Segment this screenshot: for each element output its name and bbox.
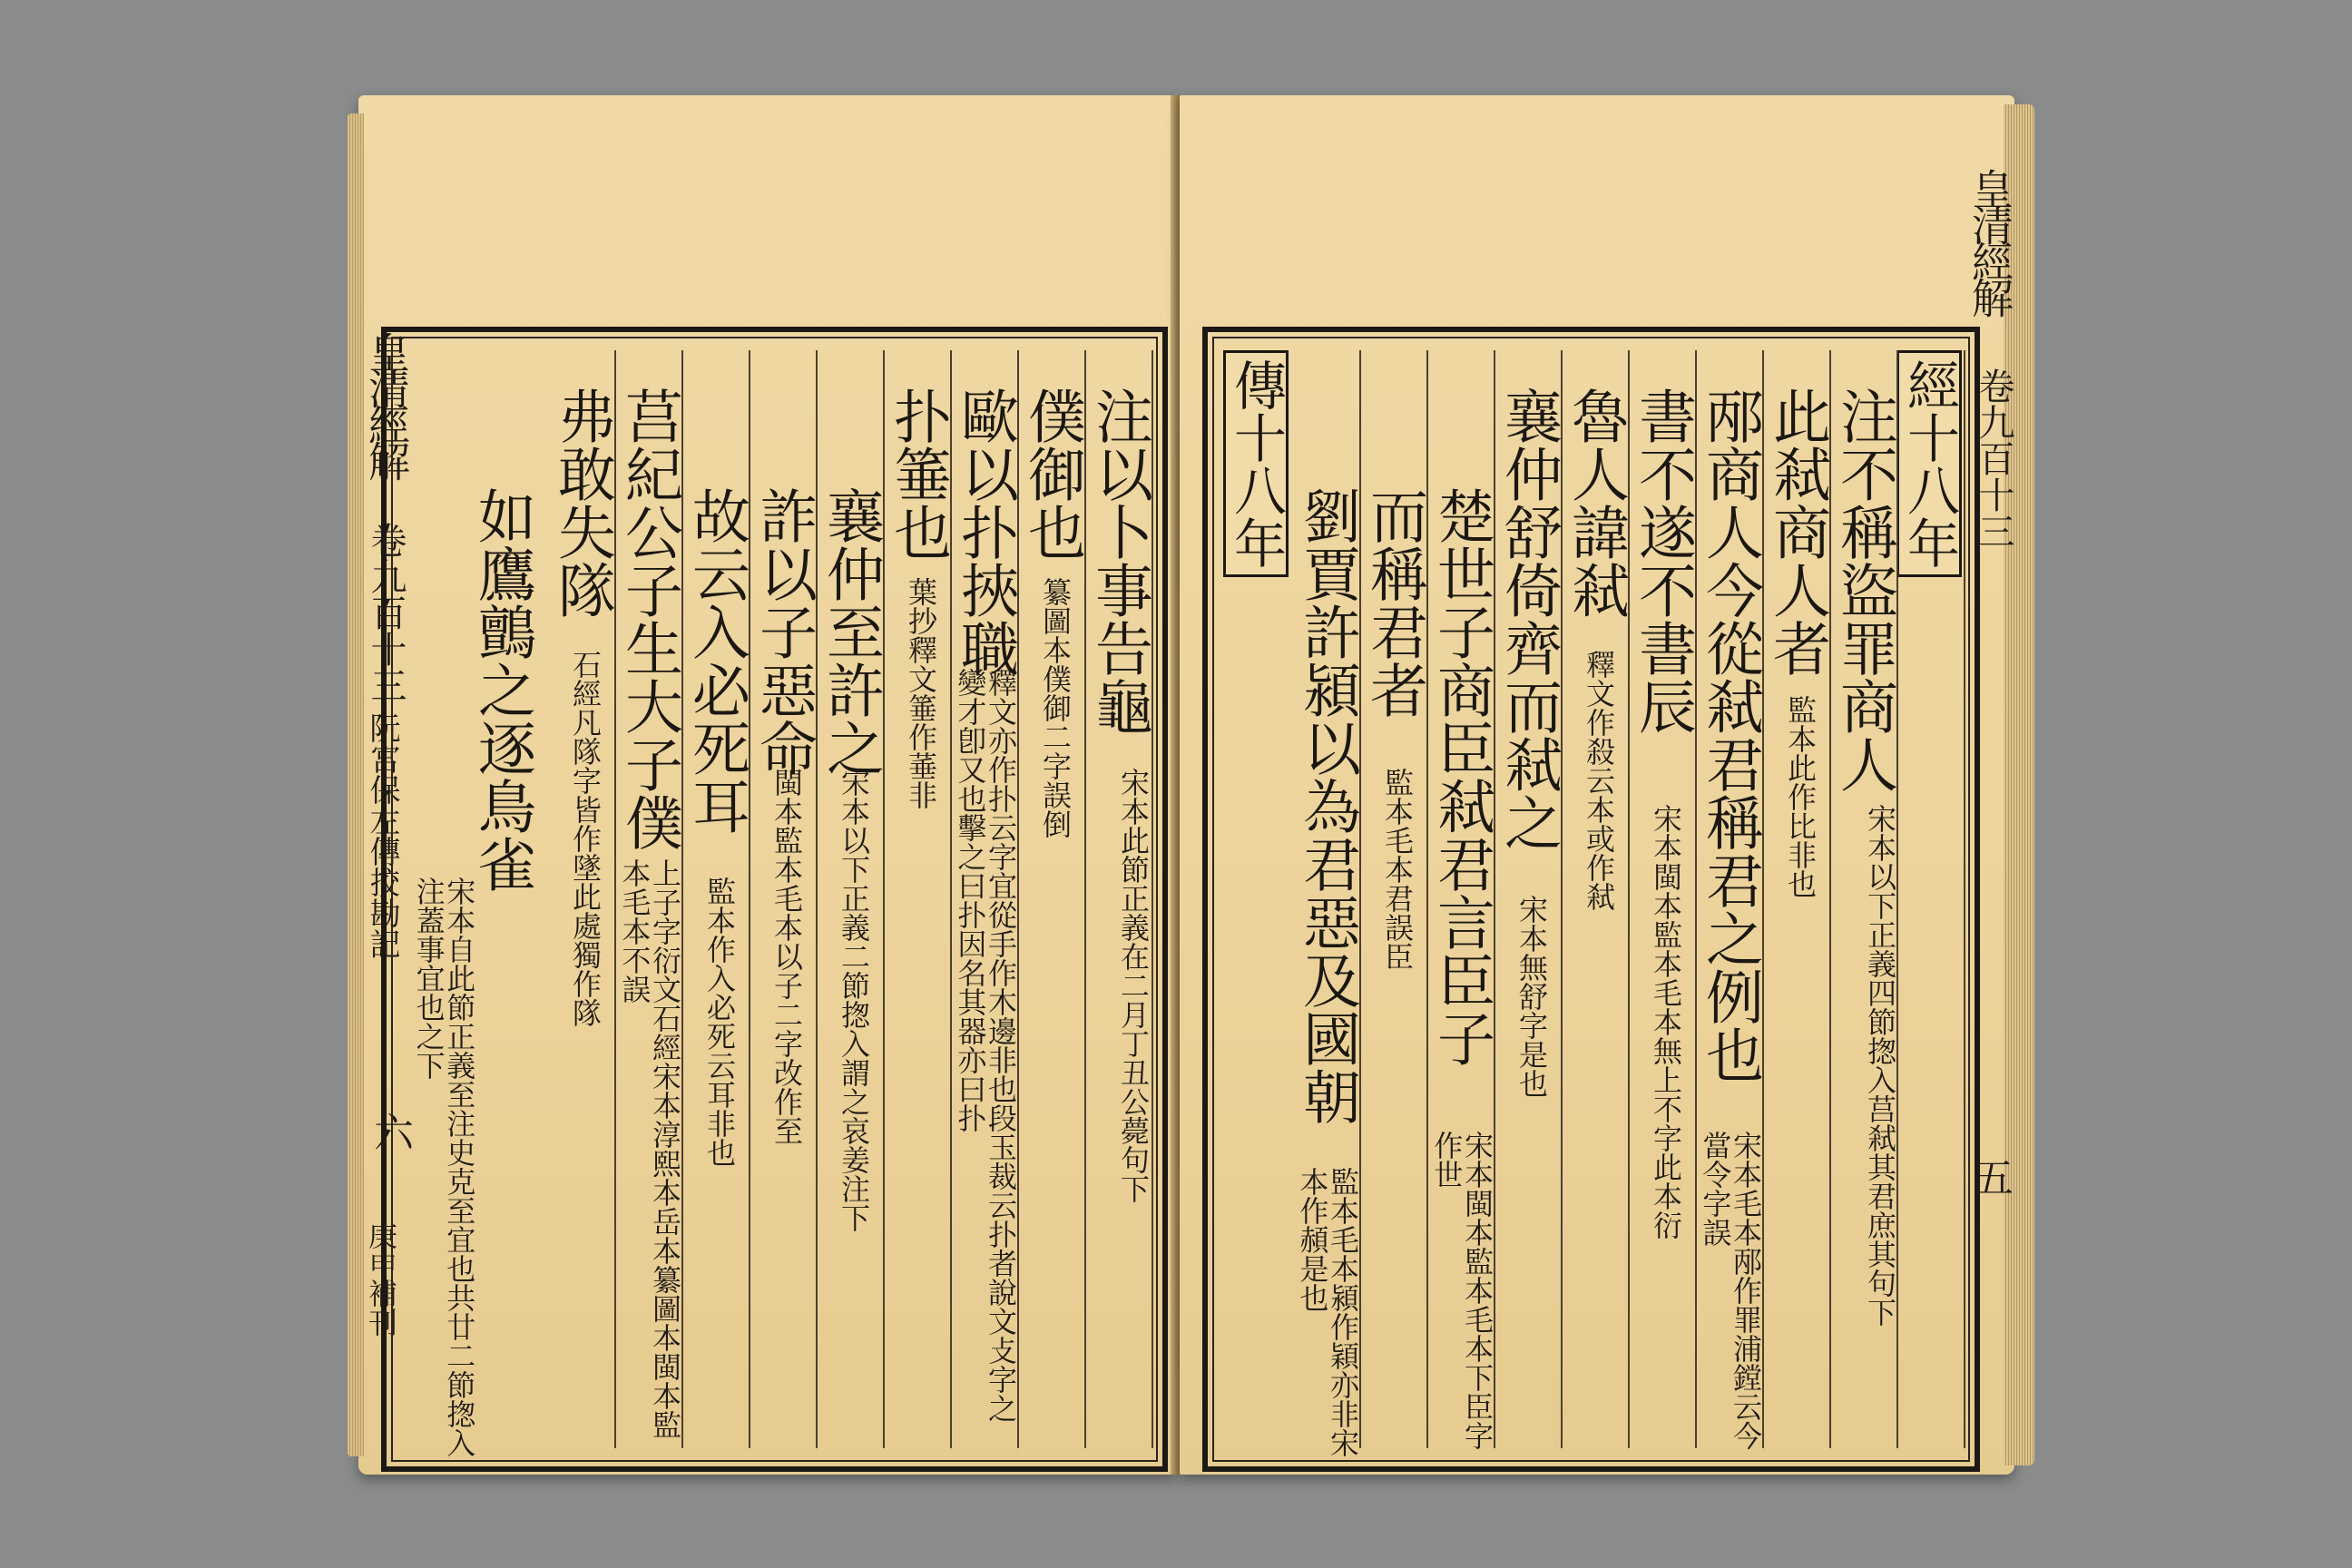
column-note-text: 宋本以下正義四節揔入莒弒其君庶其句下 <box>1863 804 1897 1327</box>
column-main-text: 如鷹鸇之逐鳥雀 <box>468 486 535 893</box>
column-main-text: 襄仲舒倚齊而弒之 <box>1494 387 1562 851</box>
right-page <box>1180 95 2014 1475</box>
section-header-zhuan: 傳十八年 <box>1223 350 1289 577</box>
column-note-text: 宋本閩本監本毛本無上不字此本衍 <box>1649 804 1683 1240</box>
left-margin-footer: 庚申補刊 <box>364 1220 398 1337</box>
left-margin-title: 皇清經解 <box>362 331 411 476</box>
left-page-number: 六 <box>367 1112 413 1152</box>
column-note-text: 閩本監本毛本以子二字改作至 <box>769 768 804 1145</box>
text-column <box>750 350 818 1448</box>
column-note-text: 宋本無舒字是也 <box>1514 895 1549 1098</box>
column-main-text: 劉賈許潁以為君惡及國朝 <box>1293 486 1360 1125</box>
column-main-text: 弗敢失隊 <box>548 387 615 619</box>
column-note-text: 宋本毛本邴作罪浦鏜云今當令字誤 <box>1698 1131 1763 1450</box>
left-margin-author: 阮宮保左傳挍勘記 <box>364 712 400 959</box>
column-note-text: 監本此作比非也 <box>1783 695 1818 898</box>
text-column <box>1630 350 1697 1448</box>
text-column <box>549 350 616 1448</box>
column-main-text: 此弒商人者 <box>1763 387 1830 677</box>
column-main-text: 魯人諱弒 <box>1562 387 1629 619</box>
right-page-number: 五 <box>1966 1157 2013 1197</box>
column-note-text: 上子字衍文石經宋本淳熙本岳本纂圖本閩本監本毛本不誤 <box>617 858 682 1439</box>
column-note-text: 宋本自此節正義至注史克至宜也共廿二節揔入注蓋事宜也之下 <box>411 877 477 1457</box>
left-text-frame <box>381 327 1168 1472</box>
left-margin-volume: 卷九百十三 <box>365 522 407 703</box>
text-column <box>818 350 885 1448</box>
column-note-text: 釋文亦作扑云字宜從手作木邊非也段玉裁云扑者說文攴字之變才卽又也擊之曰扑因名其器亦曰扑 <box>953 668 1018 1423</box>
column-note-text: 石經凡隊字皆作墜此處獨作隊 <box>568 650 603 1027</box>
column-note-text: 監本毛本君誤臣 <box>1380 768 1415 971</box>
text-column <box>952 350 1019 1448</box>
column-note-text: 宋本此節正義在二月丁丑公薨句下 <box>1116 768 1151 1203</box>
column-note-text: 監本毛本潁作穎亦非宋本作頳是也 <box>1295 1167 1360 1457</box>
column-note-text: 纂圖本僕御二字誤倒 <box>1038 577 1073 838</box>
column-main-text: 僕御也 <box>1018 387 1085 561</box>
column-note-text: 宋本閩本監本毛本下臣字作世 <box>1429 1131 1494 1450</box>
text-column <box>1831 350 1898 1448</box>
section-header-jing: 經十八年 <box>1896 350 1962 577</box>
column-note-text: 宋本以下正義二節揔入謂之哀姜注下 <box>837 768 871 1232</box>
column-note-text: 釋文作殺云本或作弒 <box>1582 650 1616 911</box>
text-column <box>1697 350 1764 1448</box>
text-column <box>885 350 952 1448</box>
column-main-text: 詐以子惡命 <box>750 486 817 777</box>
column-main-text: 注不稱盜罪商人 <box>1830 387 1897 793</box>
right-text-frame <box>1202 327 1980 1472</box>
text-column <box>1221 350 1294 1448</box>
column-main-text: 而稱君者 <box>1360 486 1427 719</box>
text-column <box>683 350 750 1448</box>
column-main-text: 莒紀公子生大子僕 <box>615 387 682 851</box>
column-main-text: 注以卜事告龜 <box>1085 387 1152 735</box>
column-main-text: 歐以扑挾職 <box>951 387 1018 677</box>
text-column <box>411 350 549 1457</box>
right-margin-volume: 卷九百十三 <box>1973 368 2014 549</box>
column-main-text: 書不遂不書辰 <box>1629 387 1696 735</box>
left-page <box>358 95 1175 1475</box>
text-column <box>1361 350 1428 1448</box>
right-margin-title: 皇清經解 <box>1965 168 2014 313</box>
text-column <box>616 350 683 1448</box>
text-column <box>1563 350 1630 1448</box>
text-column <box>1495 350 1563 1448</box>
column-note-text: 監本作入必死云耳非也 <box>702 877 737 1167</box>
column-main-text: 邴商人今從弒君稱君之例也 <box>1696 387 1763 1083</box>
text-column <box>1293 350 1361 1457</box>
text-column <box>1086 350 1153 1448</box>
column-main-text: 楚世子商臣弒君言臣子 <box>1427 486 1494 1067</box>
column-main-text: 故云入必死耳 <box>682 486 750 835</box>
column-note-text: 葉抄釋文箠作菙非 <box>904 577 938 809</box>
column-main-text: 襄仲至許之 <box>817 486 884 777</box>
text-column <box>1764 350 1831 1448</box>
open-book <box>358 95 2014 1475</box>
text-column <box>1428 350 1495 1448</box>
column-main-text: 扑箠也 <box>884 387 951 561</box>
text-column <box>1898 350 1965 1448</box>
text-column <box>1019 350 1086 1448</box>
